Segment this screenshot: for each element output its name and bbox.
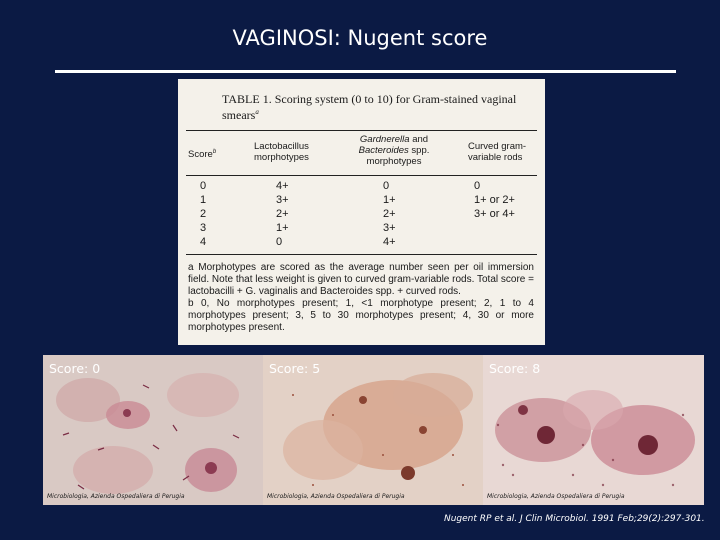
slide-title: VAGINOSI: Nugent score xyxy=(232,26,488,50)
header-score xyxy=(188,147,216,160)
row-2-lacto: 2+ xyxy=(276,208,289,220)
micrograph-score-5 xyxy=(263,355,484,505)
scoring-table xyxy=(178,79,545,345)
micrograph-score-8-image xyxy=(483,355,704,505)
micrograph-score-5-label: Score: 5 xyxy=(269,361,321,376)
header-gardnerella-italic: Gardnerella xyxy=(359,134,410,145)
micrograph-score-8 xyxy=(483,355,704,505)
header-score-label: Score xyxy=(188,149,213,161)
table-caption-prefix: TABLE 1. xyxy=(222,92,272,106)
row-1-curved: 1+ or 2+ xyxy=(474,194,515,206)
micrograph-score-0-label: Score: 0 xyxy=(49,361,101,376)
header-gardnerella-rest: spp. morphotypes xyxy=(366,145,430,167)
header-lactobacillus: Lactobacillus morphotypes xyxy=(254,141,309,163)
table-footnotes xyxy=(188,262,534,334)
row-0-score: 0 xyxy=(200,180,207,192)
header-gardnerella-and: and xyxy=(412,134,429,145)
micrograph-score-0-image xyxy=(43,355,264,505)
header-curved: Curved gram-variable rods xyxy=(468,141,527,163)
row-1-score: 1 xyxy=(200,194,207,206)
micrograph-score-5-credit: Microbiologia, Azienda Ospedaliera di Perugia xyxy=(267,493,405,500)
row-1-gard: 1+ xyxy=(383,194,396,206)
row-4-gard: 4+ xyxy=(383,236,396,248)
row-3-score: 3 xyxy=(200,222,207,234)
header-score-note: b xyxy=(212,149,217,155)
footnote-a: a Morphotypes are scored as the average number seen per oil immersion field. Note that less weight is given to curved gram-variable rods. Total score = lactobacilli + G. vaginalis and Bacteroides spp. + curved rods. xyxy=(188,262,534,297)
citation: Nugent RP et al. J Clin Microbiol. 1991 Feb;29(2):297-301. xyxy=(444,514,705,524)
micrograph-score-8-label: Score: 8 xyxy=(489,361,541,376)
table-top-rule xyxy=(186,130,537,131)
micrograph-score-5-image xyxy=(263,355,484,505)
header-gardnerella xyxy=(354,134,434,167)
header-bacteroides-italic: Bacteroides xyxy=(358,145,409,156)
footnote-b: b 0, No morphotypes present; 1, <1 morphotype present; 2, 1 to 4 morphotypes present; 3, 5 to 30 morphotypes present; 4, 30 or more morphotypes present. xyxy=(188,298,534,333)
table-header-rule xyxy=(186,175,537,176)
micrograph-score-0-credit: Microbiologia, Azienda Ospedaliera di Perugia xyxy=(47,493,185,500)
micrograph-score-0 xyxy=(43,355,264,505)
row-4-score: 4 xyxy=(200,236,207,248)
row-0-gard: 0 xyxy=(383,180,390,192)
row-3-gard: 3+ xyxy=(383,222,396,234)
table-caption xyxy=(222,93,532,122)
row-2-curved: 3+ or 4+ xyxy=(474,208,515,220)
row-2-gard: 2+ xyxy=(383,208,396,220)
row-0-curved: 0 xyxy=(474,180,481,192)
row-0-lacto: 4+ xyxy=(276,180,289,192)
row-3-lacto: 1+ xyxy=(276,222,289,234)
micrograph-score-8-credit: Microbiologia, Azienda Ospedaliera di Perugia xyxy=(487,493,625,500)
row-2-score: 2 xyxy=(200,208,207,220)
table-caption-text: Scoring system (0 to 10) for Gram-stained vaginal smears xyxy=(222,92,517,122)
row-4-lacto: 0 xyxy=(276,236,283,248)
title-divider xyxy=(55,70,676,73)
table-bottom-rule xyxy=(186,254,537,255)
row-1-lacto: 3+ xyxy=(276,194,289,206)
table-caption-note: a xyxy=(255,108,259,116)
